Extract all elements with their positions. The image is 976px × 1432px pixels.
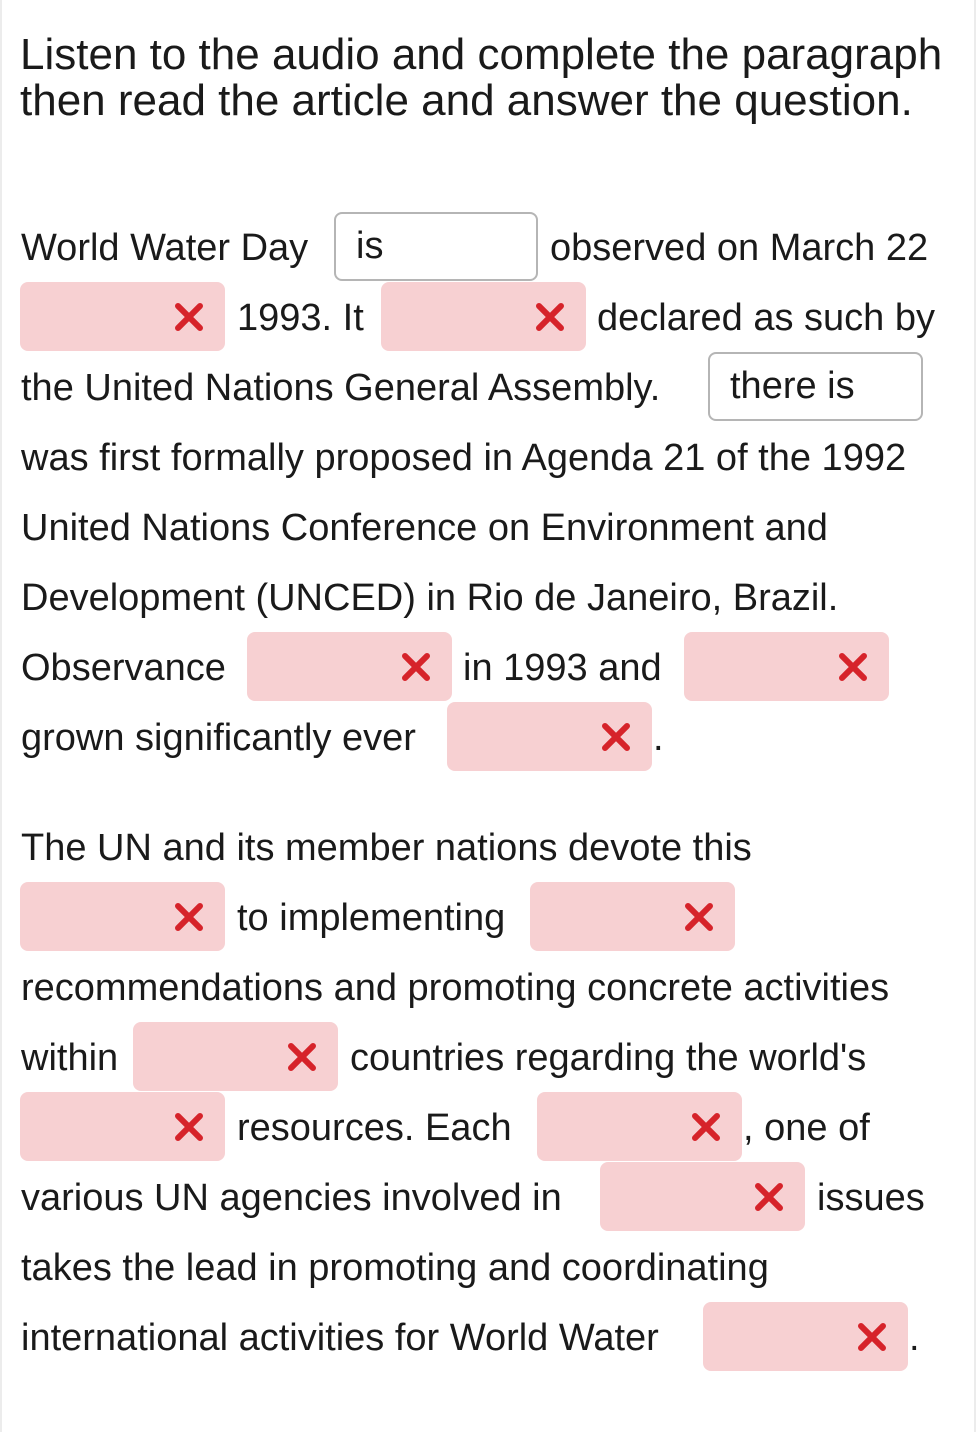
paragraph-text: . [653,717,664,759]
answer-text: is [356,225,384,267]
x-mark-icon [286,1041,318,1073]
paragraph-text: Observance [21,647,226,689]
answer-field-3[interactable] [381,282,586,351]
answer-field-11[interactable] [20,1092,225,1161]
answer-field-14[interactable] [703,1302,908,1371]
paragraph-text: The UN and its member nations devote this [21,827,752,869]
answer-field-9[interactable] [530,882,735,951]
x-mark-icon [690,1111,722,1143]
x-mark-icon [400,651,432,683]
paragraph-text: United Nations Conference on Environment and [21,507,828,549]
x-mark-icon [856,1321,888,1353]
answer-field-6[interactable] [684,632,889,701]
paragraph-text: , one of [743,1107,870,1149]
answer-field-10[interactable] [133,1022,338,1091]
answer-field-7[interactable] [447,702,652,771]
x-mark-icon [173,1111,205,1143]
paragraph-text: grown significantly ever [21,717,416,759]
paragraph-text: in 1993 and [463,647,662,689]
answer-text: there is [730,365,855,407]
answer-field-12[interactable] [537,1092,742,1161]
answer-field-1[interactable] [334,212,538,281]
paragraph-text: takes the lead in promoting and coordinating [21,1247,769,1289]
answer-field-4[interactable] [708,352,923,421]
x-mark-icon [600,721,632,753]
x-mark-icon [753,1181,785,1213]
paragraph-text: . [909,1317,920,1359]
x-mark-icon [683,901,715,933]
paragraph-text: recommendations and promoting concrete activities [21,967,890,1009]
paragraph-text: various UN agencies involved in [21,1177,562,1219]
paragraph-text: the United Nations General Assembly. [21,367,661,409]
x-mark-icon [837,651,869,683]
paragraph-text: World Water Day [21,227,309,269]
answer-field-2[interactable] [20,282,225,351]
paragraph-text: international activities for World Water [21,1317,659,1359]
instructions-text: Listen to the audio and complete the paragraph then read the article and answer the question. [20,30,943,125]
paragraph-text: countries regarding the world's [350,1037,867,1079]
answer-field-5[interactable] [247,632,452,701]
answer-field-13[interactable] [600,1162,805,1231]
x-mark-icon [534,301,566,333]
paragraph-text: within [21,1037,119,1079]
paragraph-text: to implementing [237,897,506,939]
x-mark-icon [173,301,205,333]
paragraph-text: resources. Each [237,1107,512,1149]
paragraph-text: issues [817,1177,925,1219]
paragraph-text: 1993. It [237,297,364,339]
x-mark-icon [173,901,205,933]
answer-field-8[interactable] [20,882,225,951]
paragraph-text: observed on March 22 [550,227,929,269]
paragraph-text: was first formally proposed in Agenda 21 of the 1992 [21,437,907,479]
paragraph-text: declared as such by [597,297,935,339]
paragraph-text: Development (UNCED) in Rio de Janeiro, Brazil. [21,577,839,619]
